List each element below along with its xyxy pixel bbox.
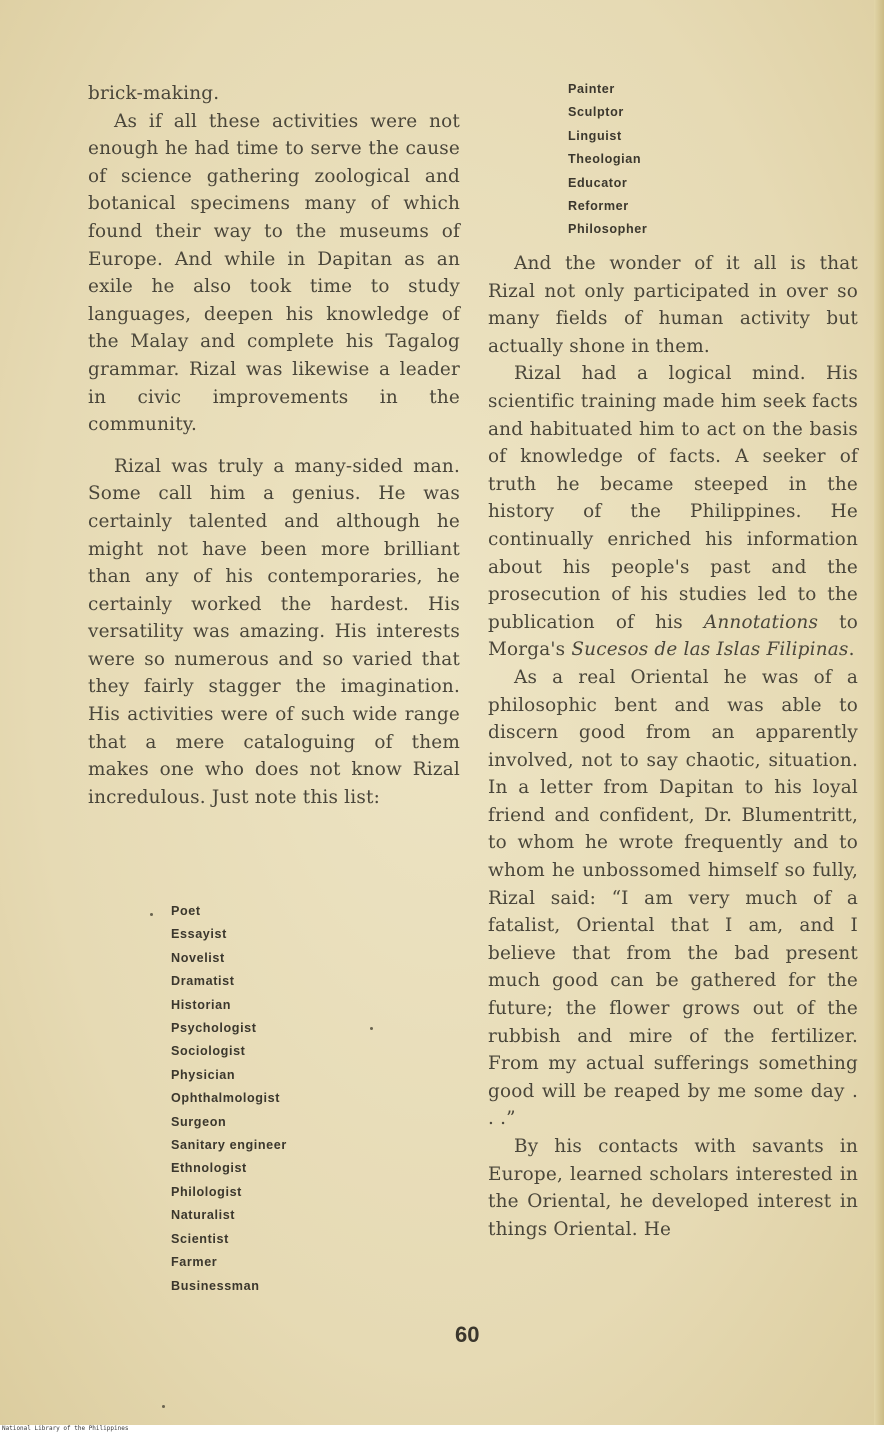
- page-edge: [874, 0, 884, 1425]
- list-item: Painter: [568, 82, 615, 96]
- list-item: Theologian: [568, 152, 642, 167]
- paragraph-brick-making: brick-making.: [88, 83, 220, 104]
- footer-credit: National Library of the Philippines: [0, 1425, 884, 1433]
- list-item: Sculptor: [568, 105, 624, 120]
- text-span: Rizal had a logical mind. His scientific training made him seek facts and habituated him to act on the basis of knowledge of facts. A seeker of truth he became steeped in the history of the Philippines. He continually enriched his information about his people's past and the prosecution of his studies led to the publication of his: [488, 363, 858, 633]
- paragraph-many-sided: Rizal was truly a many-sided man. Some call him a genius. He was certainly talented and although he might not have been more brilliant than any of his contemporaries, he certainly worked the hardest. His versatility was amazing. His interests were so numerous and so varied that they fairly stagger the imagination. His activities were of such wide range that a mere cataloguing of them makes one who does not know Rizal incredulous. Just note this list:: [88, 455, 460, 808]
- list-item: Physician: [171, 1067, 236, 1082]
- list-item: Sanitary engineer: [171, 1138, 287, 1153]
- list-item: Farmer: [171, 1255, 218, 1270]
- list-item: Businessman: [171, 1278, 260, 1293]
- paragraph-science: As if all these activities were not enough he had time to serve the cause of science gathering zoological and botanical specimens many of which found their way to the museums of Europe. And while in Dapitan as an exile he also took time to study languages, deepen his knowledge of the Malay and complete his Tagalog grammar. Rizal was likewise a leader in civic improvements in the community.: [88, 110, 460, 436]
- list-item: Scientist: [171, 1231, 229, 1246]
- left-column: [88, 80, 460, 811]
- list-item: Reformer: [568, 199, 629, 214]
- list-item: Linguist: [568, 128, 622, 143]
- list-item: Dramatist: [171, 974, 235, 989]
- list-item: Naturalist: [171, 1208, 236, 1223]
- occupation-list-left: [171, 900, 287, 1298]
- paragraph-logical-mind: [488, 360, 858, 664]
- speck: [370, 1027, 373, 1030]
- sucesos-title: Sucesos de las Islas Filipinas: [571, 639, 849, 661]
- annotations-title: Annotations: [703, 611, 819, 633]
- list-item: Ophthalmologist: [171, 1091, 281, 1106]
- speck: [150, 913, 153, 916]
- list-item: Novelist: [171, 950, 225, 965]
- list-item: Philologist: [171, 1184, 242, 1199]
- list-item: Educator: [568, 175, 628, 190]
- list-item: Ethnologist: [171, 1161, 247, 1176]
- page-number: 60: [455, 1322, 480, 1347]
- list-spacer: [488, 78, 858, 250]
- list-item: Sociologist: [171, 1044, 246, 1059]
- list-item: Poet: [171, 904, 201, 918]
- list-item: Philosopher: [568, 222, 648, 237]
- speck: [162, 1405, 165, 1408]
- paragraph-wonder: And the wonder of it all is that Rizal not only participated in over so many fields of human activity but actually shone in them.: [488, 253, 858, 357]
- list-item: Essayist: [171, 927, 227, 942]
- text-span: to Morga's: [488, 611, 858, 661]
- text-span: .: [848, 639, 855, 661]
- list-item: Psychologist: [171, 1021, 257, 1036]
- paragraph-savants: By his contacts with savants in Europe, learned scholars interested in the Oriental, he developed interest in things Oriental. He: [488, 1136, 858, 1240]
- list-item: Historian: [171, 997, 231, 1012]
- list-item: Surgeon: [171, 1114, 227, 1129]
- right-column: [488, 78, 858, 1243]
- paragraph-oriental: As a real Oriental he was of a philosophic bent and was able to discern good from an apparently involved, not to say chaotic, situation. In a letter from Dapitan to his loyal friend and confident, Dr. Blumentritt, to whom he wrote frequently and to whom he unbossomed himself so fully, Rizal said: “I am very much of a fatalist, Oriental that I am, and I believe that from the bad present much good can be gathered for the future; the flower grows out of the rubbish and mire of the fertilizer. From my actual sufferings something good will be reaped by me some day . . .”: [488, 666, 858, 1130]
